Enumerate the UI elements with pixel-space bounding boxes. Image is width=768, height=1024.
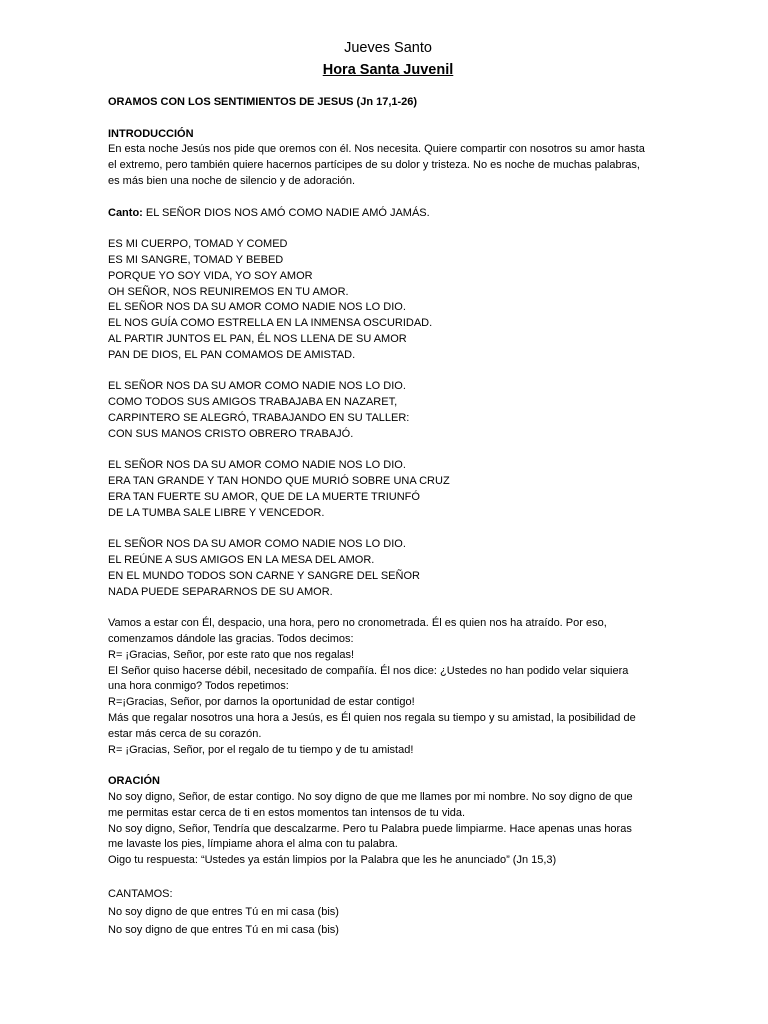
oracion-line: No soy digno, Señor, Tendría que descalzarme. Pero tu Palabra puede limpiarme. Hace apenas unas horas — [108, 822, 632, 835]
stanza-line: NADA PUEDE SEPARARNOS DE SU AMOR. — [108, 585, 333, 598]
stanza-line: ERA TAN FUERTE SU AMOR, QUE DE LA MUERTE TRIUNFÓ — [108, 490, 420, 503]
stanza-line: PORQUE YO SOY VIDA, YO SOY AMOR — [108, 269, 313, 282]
reflection-line: R= ¡Gracias, Señor, por el regalo de tu tiempo y de tu amistad! — [108, 743, 414, 756]
stanza-line: ES MI CUERPO, TOMAD Y COMED — [108, 238, 288, 251]
cantamos-label: CANTAMOS: — [108, 887, 173, 900]
document-subtitle: Hora Santa Juvenil — [322, 62, 454, 78]
stanza-line: EL SEÑOR NOS DA SU AMOR COMO NADIE NOS LO DIO. — [108, 538, 406, 551]
stanza-line: EL SEÑOR NOS DA SU AMOR COMO NADIE NOS LO DIO. — [108, 301, 406, 314]
stanza-line: EL SEÑOR NOS DA SU AMOR COMO NADIE NOS LO DIO. — [108, 459, 406, 472]
reflection — [108, 616, 668, 758]
stanza-line: AL PARTIR JUNTOS EL PAN, ÉL NOS LLENA DE SU AMOR — [108, 332, 407, 345]
stanza-line: EL SEÑOR NOS DA SU AMOR COMO NADIE NOS LO DIO. — [108, 380, 406, 393]
reflection-line: Vamos a estar con Él, despacio, una hora, pero no cronometrada. Él es quien nos ha atraído. Por eso, — [108, 617, 607, 630]
reflection-line: una hora conmigo? Todos repetimos: — [108, 680, 289, 693]
stanza-line: CON SUS MANOS CRISTO OBRERO TRABAJÓ. — [108, 427, 354, 440]
stanza-line: CARPINTERO SE ALEGRÓ, TRABAJANDO EN SU TALLER: — [108, 411, 410, 424]
oracion-line: No soy digno, Señor, de estar contigo. No soy digno de que me llames por mi nombre. No soy digno de que — [108, 791, 633, 804]
stanza-line: OH SEÑOR, NOS REUNIREMOS EN TU AMOR. — [108, 285, 349, 298]
stanza-line: DE LA TUMBA SALE LIBRE Y VENCEDOR. — [108, 506, 325, 519]
stanza-line: EL REÚNE A SUS AMIGOS EN LA MESA DEL AMOR. — [108, 554, 375, 567]
stanza — [108, 458, 668, 521]
stanza-line: PAN DE DIOS, EL PAN COMAMOS DE AMISTAD. — [108, 348, 356, 361]
stanza — [108, 537, 668, 600]
intro-line: el extremo, pero también quiere hacernos partícipes de su dolor y tristeza. No es noche de muchas palabras, — [108, 159, 640, 172]
intro-line: es más bien una noche de silencio y de adoración. — [108, 174, 356, 187]
section-heading: ORAMOS CON LOS SENTIMIENTOS DE JESUS (Jn 17,1-26) — [108, 96, 418, 108]
cantamos-line: No soy digno de que entres Tú en mi casa (bis) — [108, 923, 339, 936]
oracion-label: ORACIÓN — [108, 775, 160, 788]
stanza-line: EN EL MUNDO TODOS SON CARNE Y SANGRE DEL SEÑOR — [108, 569, 420, 582]
stanza-line: COMO TODOS SUS AMIGOS TRABAJABA EN NAZARET, — [108, 396, 398, 409]
document-body — [108, 95, 668, 939]
stanza — [108, 379, 668, 442]
reflection-line: comenzamos dándole las gracias. Todos decimos: — [108, 633, 354, 646]
reflection-line: El Señor quiso hacerse débil, necesitado de compañía. Él nos dice: ¿Ustedes no han podido velar siquiera — [108, 664, 629, 677]
stanza-line: EL NOS GUÍA COMO ESTRELLA EN LA INMENSA OSCURIDAD. — [108, 317, 433, 330]
reflection-line: R= ¡Gracias, Señor, por este rato que nos regalas! — [108, 648, 355, 661]
document-title: Jueves Santo — [344, 40, 432, 56]
intro-label: INTRODUCCIÓN — [108, 127, 194, 140]
reflection-line: Más que regalar nosotros una hora a Jesús, es Él quien nos regala su tiempo y su amistad, la posibilidad de — [108, 712, 636, 725]
canto-text: EL SEÑOR DIOS NOS AMÓ COMO NADIE AMÓ JAMÁS. — [142, 206, 430, 219]
stanza — [108, 237, 668, 363]
intro-line: En esta noche Jesús nos pide que oremos con él. Nos necesita. Quiere compartir con nosotros su amor hasta — [108, 143, 645, 156]
reflection-line: R=¡Gracias, Señor, por darnos la oportunidad de estar contigo! — [108, 696, 415, 709]
cantamos-line: No soy digno de que entres Tú en mi casa (bis) — [108, 905, 339, 918]
oracion-line: me lavaste los pies, límpiame ahora el alma con tu palabra. — [108, 838, 398, 851]
oracion-line: Oigo tu respuesta: “Ustedes ya están limpios por la Palabra que les he anunciado” (Jn 15,3) — [108, 854, 557, 867]
canto-label: Canto: — [108, 206, 143, 219]
canto-line — [108, 206, 668, 222]
stanza-line: ERA TAN GRANDE Y TAN HONDO QUE MURIÓ SOBRE UNA CRUZ — [108, 475, 450, 488]
reflection-line: estar más cerca de su corazón. — [108, 727, 262, 740]
oracion-line: me permitas estar cerca de ti en estos momentos tan intensos de tu vida. — [108, 806, 466, 819]
stanza-line: ES MI SANGRE, TOMAD Y BEBED — [108, 253, 284, 266]
